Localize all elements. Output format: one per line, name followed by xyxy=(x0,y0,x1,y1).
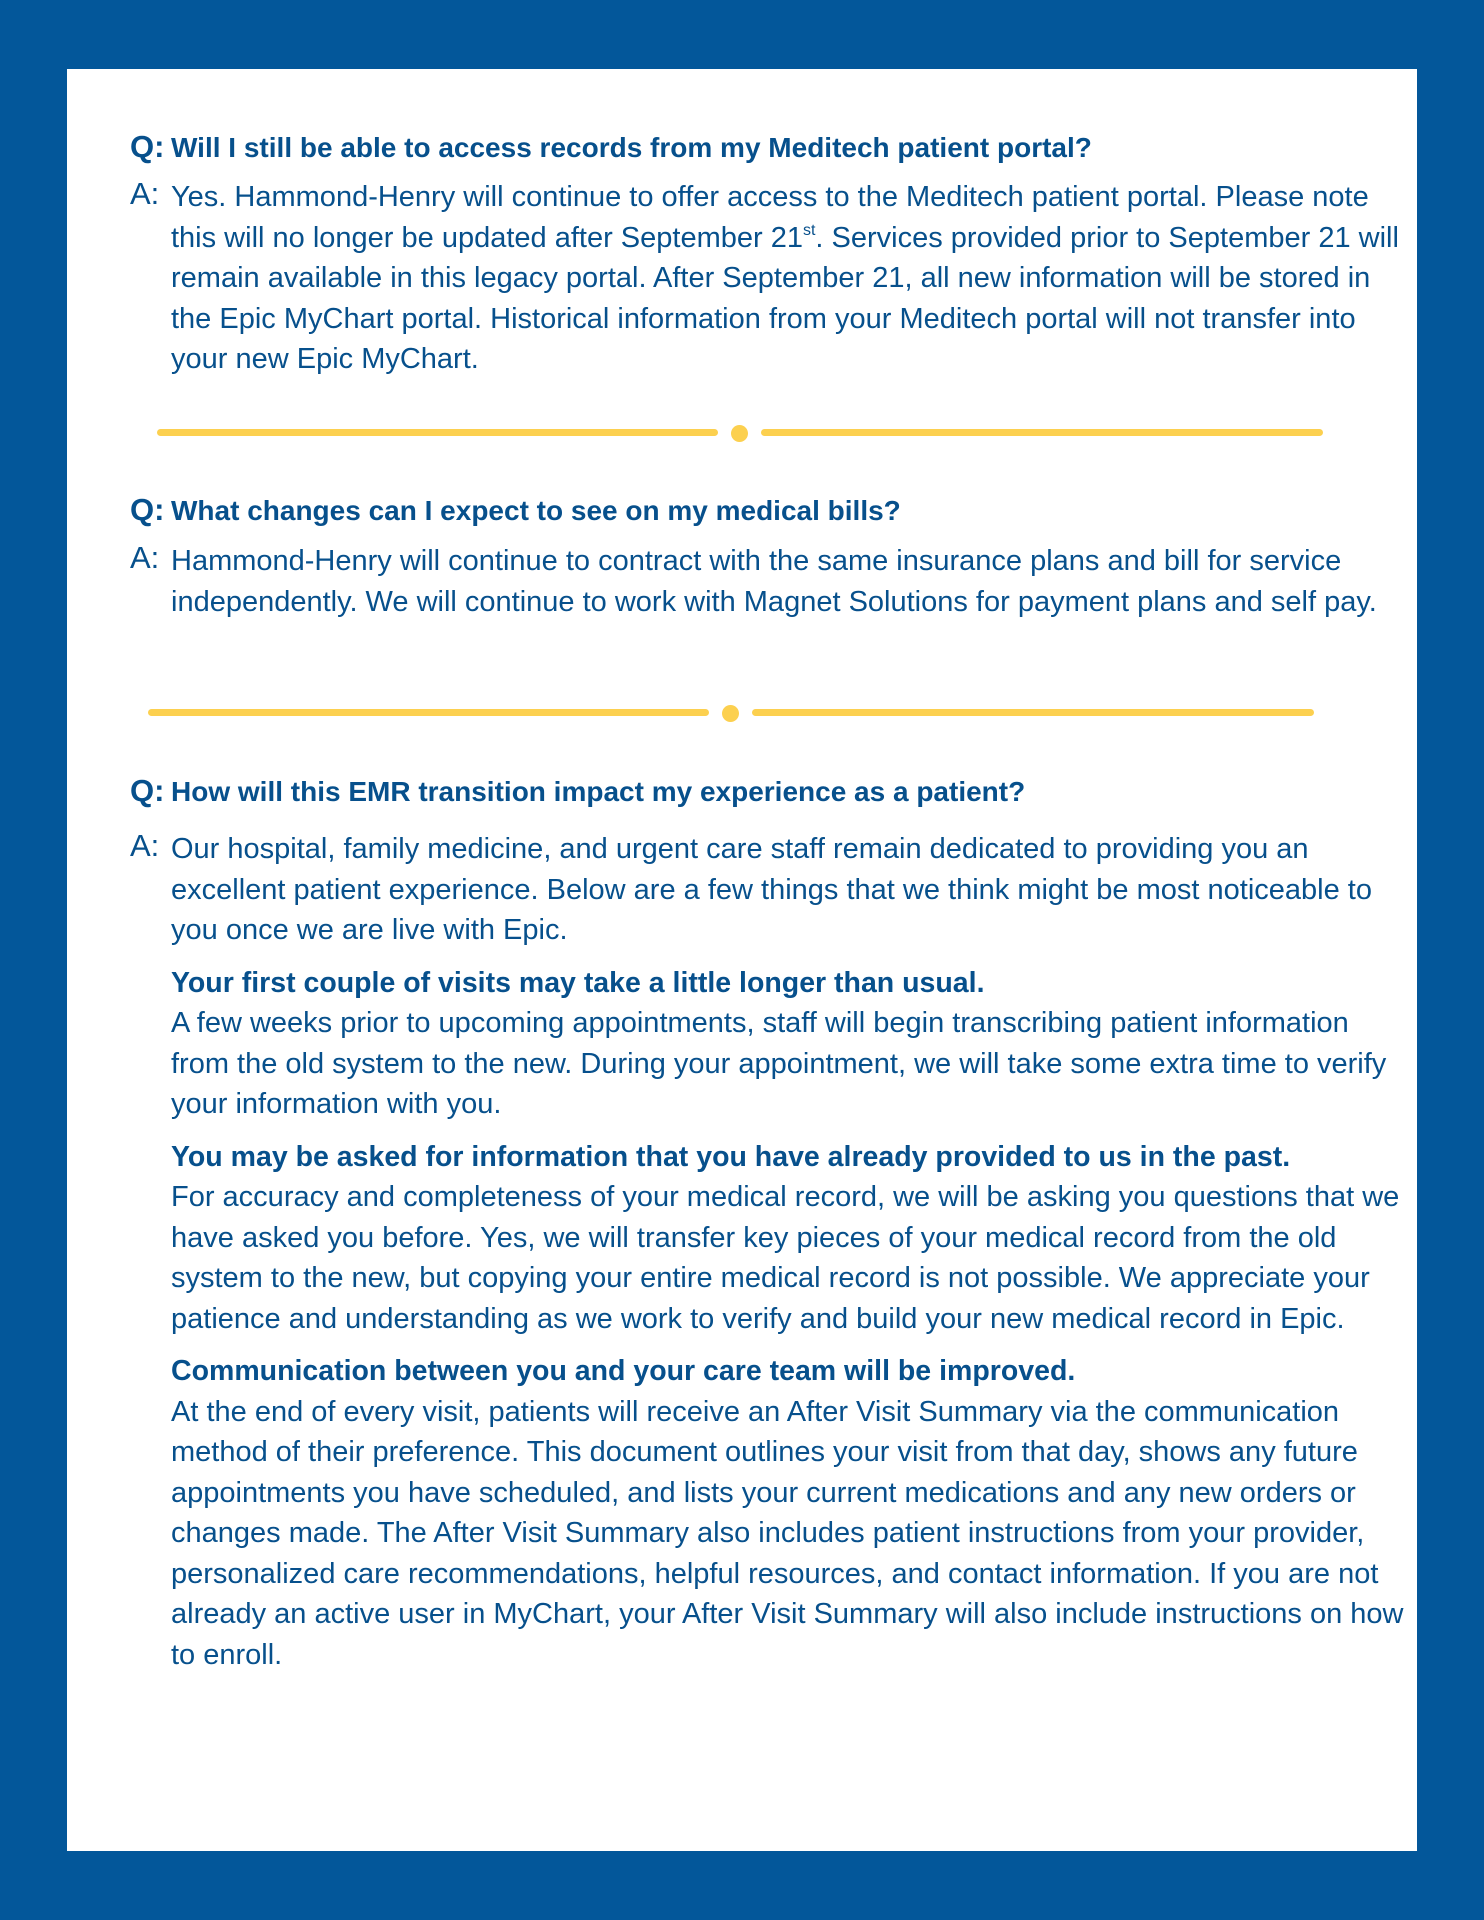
point-body: For accuracy and completeness of your medical record, we will be asking you questions that we have asked you before. Yes, we will transfer key pieces of your medical record from the old system to the new, but copying your entire medical record is not possible. We appreciate your patience and understanding as we work to verify and build your new medical record in Epic. xyxy=(171,1181,1400,1335)
answer-3 xyxy=(130,828,1411,1675)
question-tag: Q: xyxy=(130,129,165,164)
answer-text: Yes. Hammond-Henry will continue to offer access to the Meditech patient portal. Please note this will no longer be updated after September 21st. Services provided prior to September 21 will remain available in this legacy portal. After September 21, all new information will be stored in the Epic MyChart portal. Historical information from your Meditech portal will not transfer into your new Epic MyChart. xyxy=(171,181,1399,375)
answer-1 xyxy=(130,176,1411,380)
ordinal-suffix: st xyxy=(802,221,816,239)
question-text: What changes can I expect to see on my medical bills? xyxy=(171,495,901,526)
question-tag: Q: xyxy=(130,492,165,527)
answer-tag: A: xyxy=(130,176,160,211)
point-body: At the end of every visit, patients will receive an After Visit Summary via the communication method of their preference. This document outlines your visit from that day, shows any future appointments you have scheduled, and lists your current medications and any new orders or changes made. The After Visit Summary also includes patient instructions from your provider, personalized care recommendations, helpful resources, and contact information. If you are not already an active user in MyChart, your After Visit Summary will also include instructions on how to enroll. xyxy=(171,1395,1404,1671)
answer-point-1 xyxy=(171,963,1411,1125)
question-1 xyxy=(130,129,1411,166)
question-2 xyxy=(130,492,1411,529)
question-3 xyxy=(130,773,1411,810)
answer-tag: A: xyxy=(130,828,160,863)
answer-2 xyxy=(130,540,1411,622)
faq-card xyxy=(67,69,1417,1851)
answer-text: Hammond-Henry will continue to contract with the same insurance plans and bill for service independently. We will continue to work with Magnet Solutions for payment plans and self pay. xyxy=(171,545,1377,618)
answer-point-3 xyxy=(171,1351,1411,1675)
point-heading: Your first couple of visits may take a little longer than usual. xyxy=(171,966,985,999)
answer-tag: A: xyxy=(130,540,160,575)
point-body: A few weeks prior to upcoming appointments, staff will begin transcribing patient information from the old system to the new. During your appointment, we will take some extra time to verify your information with you. xyxy=(171,1007,1387,1120)
point-heading: You may be asked for information that you have already provided to us in the past. xyxy=(171,1140,1291,1173)
question-tag: Q: xyxy=(130,773,165,808)
point-heading: Communication between you and your care team will be improved. xyxy=(171,1355,1076,1387)
question-text: Will I still be able to access records from my Meditech patient portal? xyxy=(171,132,1092,163)
answer-intro: Our hospital, family medicine, and urgent care staff remain dedicated to providing you an excellent patient experience. Below are a few things that we think might be most noticeable to you once we are live with Epic. xyxy=(171,833,1372,946)
divider-dot xyxy=(731,425,748,442)
question-text: How will this EMR transition impact my experience as a patient? xyxy=(171,776,1026,807)
divider-dot xyxy=(722,705,739,722)
section-divider xyxy=(157,425,1327,439)
answer-point-2 xyxy=(171,1137,1411,1340)
section-divider xyxy=(148,705,1318,719)
